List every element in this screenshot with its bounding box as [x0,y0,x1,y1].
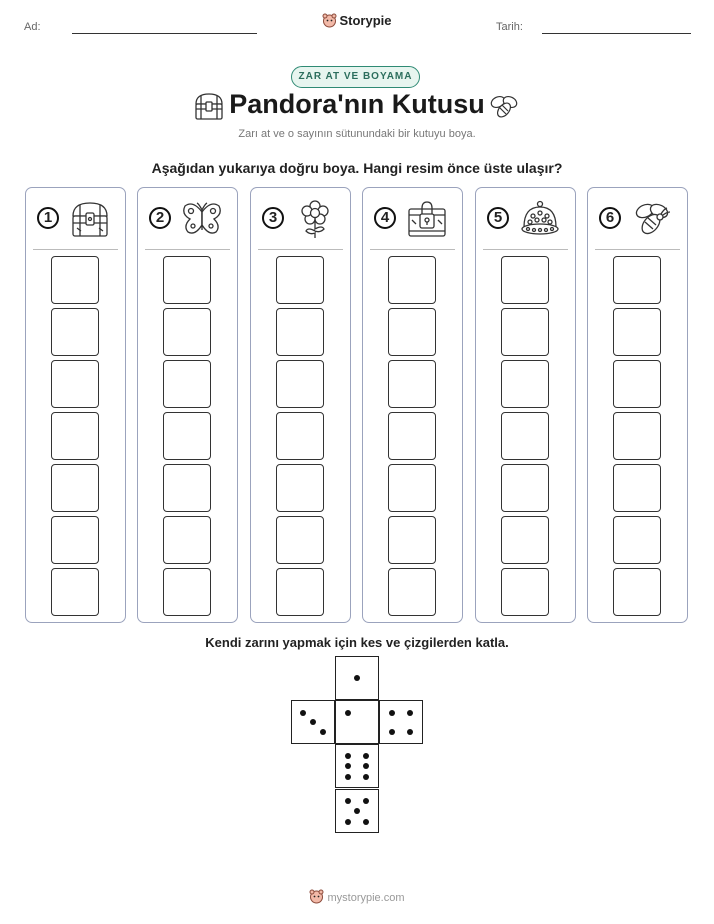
column-1 [25,187,126,623]
color-box[interactable] [163,464,211,512]
color-box[interactable] [388,308,436,356]
color-box[interactable] [388,412,436,460]
color-box[interactable] [501,308,549,356]
column-number: 6 [599,207,621,229]
dice-pip [354,675,360,681]
color-box[interactable] [613,516,661,564]
flower-icon [294,200,336,240]
color-box[interactable] [613,412,661,460]
storypie-logo-icon [309,889,324,907]
color-box[interactable] [388,464,436,512]
color-box[interactable] [163,412,211,460]
color-box[interactable] [276,568,324,616]
column-divider [370,249,455,250]
dice-pip [310,719,316,725]
color-box[interactable] [613,464,661,512]
column-5 [475,187,576,623]
butterfly-icon [181,200,223,240]
color-box[interactable] [388,516,436,564]
brand-name: Storypie [339,13,392,28]
dice-face-3 [291,700,335,744]
dice-pip [389,710,395,716]
column-divider [145,249,230,250]
color-box[interactable] [163,360,211,408]
color-box[interactable] [276,308,324,356]
dice-instruction: Kendi zarını yapmak için kes ve çizgilerden katla. [205,635,509,650]
column-number: 1 [37,207,59,229]
column-divider [258,249,343,250]
brand [0,13,714,31]
column-divider [33,249,118,250]
dice-pip [363,774,369,780]
color-box[interactable] [163,568,211,616]
storypie-logo-icon [322,13,337,31]
color-box[interactable] [163,256,211,304]
dice-pip [363,798,369,804]
dice-pip [320,729,326,735]
color-box[interactable] [163,516,211,564]
color-box[interactable] [51,568,99,616]
date-line[interactable] [542,33,691,34]
color-box[interactable] [51,516,99,564]
footer-url[interactable]: mystorypie.com [327,892,405,904]
column-4 [362,187,463,623]
locked-box-icon [406,200,448,240]
color-box[interactable] [276,516,324,564]
page-title: Pandora'nın Kutusu [229,89,485,119]
color-box[interactable] [501,464,549,512]
dice-pip [407,729,413,735]
color-box[interactable] [501,568,549,616]
color-box[interactable] [501,256,549,304]
dice-face-1 [335,656,379,700]
color-box[interactable] [51,256,99,304]
color-box[interactable] [613,308,661,356]
column-number: 5 [487,207,509,229]
column-number: 4 [374,207,396,229]
color-box[interactable] [51,360,99,408]
dice-pip [345,710,351,716]
column-number: 3 [262,207,284,229]
color-box[interactable] [501,516,549,564]
color-box[interactable] [501,412,549,460]
dice-pip [345,763,351,769]
coloring-instruction: Aşağıdan yukarıya doğru boya. Hangi resim önce üste ulaşır? [151,160,563,176]
activity-badge: ZAR AT VE BOYAMA [291,66,420,88]
color-box[interactable] [613,568,661,616]
date-label: Tarih: [496,21,523,33]
bee-icon [631,200,673,240]
column-divider [595,249,680,250]
color-box[interactable] [276,464,324,512]
dice-pip [345,798,351,804]
color-box[interactable] [276,256,324,304]
name-label: Ad: [24,21,41,33]
dice-pip [345,774,351,780]
color-box[interactable] [388,568,436,616]
dice-pip [354,808,360,814]
color-box[interactable] [613,256,661,304]
name-line[interactable] [72,33,257,34]
color-box[interactable] [51,464,99,512]
color-box[interactable] [613,360,661,408]
dice-pip [300,710,306,716]
bee-icon [489,93,519,126]
treasure-chest-icon [69,200,111,240]
subtitle: Zarı at ve o sayının sütunundaki bir kutuyu boya. [238,128,476,140]
color-box[interactable] [388,360,436,408]
column-2 [137,187,238,623]
column-3 [250,187,351,623]
dice-pip [345,819,351,825]
dice-face-5 [335,789,379,833]
dice-pip [407,710,413,716]
color-box[interactable] [51,308,99,356]
color-box[interactable] [501,360,549,408]
color-box[interactable] [276,360,324,408]
dice-face-1 [335,700,379,744]
color-box[interactable] [163,308,211,356]
footer [0,889,714,907]
dice-pip [345,753,351,759]
dice-pip [363,753,369,759]
jeweled-dome-icon [519,200,561,240]
dice-pip [363,763,369,769]
color-box[interactable] [276,412,324,460]
dice-face-4 [379,700,423,744]
column-number: 2 [149,207,171,229]
color-box[interactable] [388,256,436,304]
column-divider [483,249,568,250]
dice-pip [389,729,395,735]
dice-pip [363,819,369,825]
dice-face-6 [335,744,379,788]
column-6 [587,187,688,623]
color-box[interactable] [51,412,99,460]
